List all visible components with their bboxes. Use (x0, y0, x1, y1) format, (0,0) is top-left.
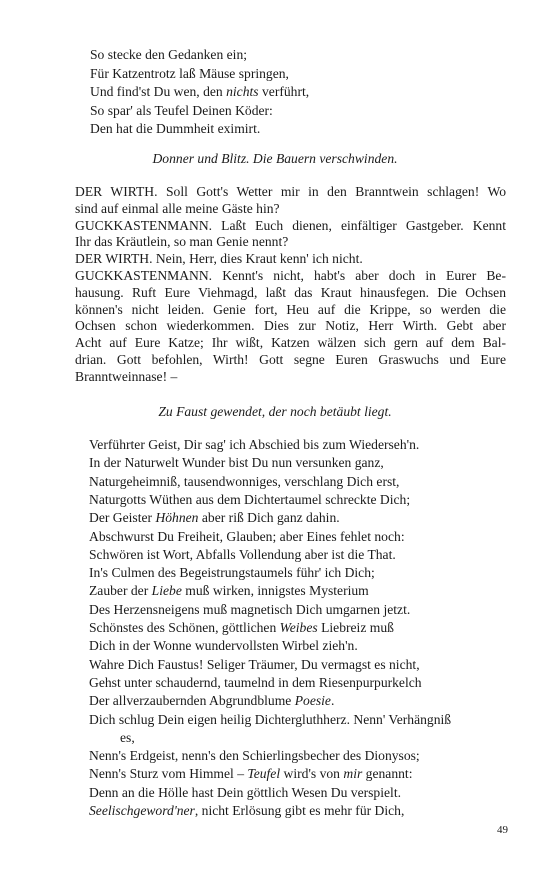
prose-line: Ochsen schon wiederkommen. Dies zur Notiz, Herr Wirth. Gebt aber (75, 318, 506, 334)
verse-line: In der Naturwelt Wunder bist Du nun versunken ganz, (89, 455, 384, 471)
prose-line: Acht auf Eure Katze; Ihr wißt, Katzen wälzen sich gern auf dem Bal- (75, 335, 506, 351)
emphasis: Höhnen (155, 510, 199, 526)
prose-line: hausung. Ruft Eure Viehmagd, laßt das Kraut hinausfegen. Die Ochsen (75, 284, 506, 300)
emphasis: Liebe (151, 583, 182, 599)
verse-line: Nenn's Sturz vom Himmel – Teufel wird's von mir genannt: (89, 766, 413, 782)
prose-line: drian. Gott befohlen, Wirth! Gott segne Euren Graswuchs und Eure (75, 352, 506, 367)
prose-line: DER WIRTH. Soll Gott's Wetter mir in den Branntwein schlagen! Wo (75, 184, 506, 199)
prose-line: GUCKKASTENMANN. Laßt Euch dienen, einfältiger Gastgeber. Kennt (75, 217, 506, 233)
prose-line: GUCKKASTENMANN. Kennt's nicht, habt's aber doch in Eurer Be- (75, 268, 506, 283)
page-number: 49 (497, 824, 508, 836)
emphasis: Poesie (294, 693, 331, 709)
prose-line: Branntweinnase! – (75, 368, 178, 384)
verse-line: Der allverzaubernden Abgrundblume Poesie. (89, 693, 335, 709)
verse-line: Der Geister Höhnen aber riß Dich ganz dahin. (89, 510, 340, 526)
prose-line: sind auf einmal alle meine Gäste hin? (75, 200, 280, 216)
verse-line: Dich in der Wonne wundervollsten Wirbel zieh'n. (89, 638, 358, 654)
prose-line: Ihr das Kräutlein, so man Genie nennt? (75, 234, 289, 250)
verse-line: Seelischgeword'ner, nicht Erlösung gibt es mehr für Dich, (89, 803, 405, 818)
emphasis: nichts (226, 84, 259, 99)
stage-direction-1: Donner und Blitz. Die Bauern verschwinden. (152, 151, 398, 166)
verse-line: Für Katzentrotz laß Mäuse springen, (90, 65, 289, 81)
prose-line: können's nicht leiden. Genie fort, Heu auf die Krippe, so werden die (75, 301, 506, 317)
verse-line: Schönstes des Schönen, göttlichen Weibes Liebreiz muß (89, 620, 394, 635)
verse-line: Wahre Dich Faustus! Seliger Träumer, Du vermagst es nicht, (89, 656, 420, 672)
verse-line: So stecke den Gedanken ein; (90, 47, 248, 62)
verse-line: Verführter Geist, Dir sag' ich Abschied bis zum Wiederseh'n. (89, 437, 420, 452)
verse-line: Denn an die Hölle hast Dein göttlich Wesen Du verspielt. (89, 784, 401, 800)
emphasis: mir (343, 766, 363, 782)
verse-line: Schwören ist Wort, Abfalls Vollendung aber ist die That. (89, 546, 396, 562)
verse-line: Dich schlug Dein eigen heilig Dichtergluthherz. Nenn' Verhängniß (89, 711, 452, 727)
emphasis: Seelischgeword'ner (89, 803, 195, 818)
verse-line: Den hat die Dummheit eximirt. (90, 121, 261, 136)
verse-line: Nenn's Erdgeist, nenn's den Schierlingsbecher des Dionysos; (89, 748, 420, 764)
verse-line: es, (120, 729, 135, 745)
verse-line: Naturgeheimniß, tausendwonniges, verschlang Dich erst, (89, 473, 400, 489)
verse-line: Abschwurst Du Freiheit, Glauben; aber Eines fehlet noch: (89, 528, 405, 544)
verse-line: Zauber der Liebe muß wirken, innigstes Mysterium (89, 583, 369, 599)
verse-line: Und find'st Du wen, den nichts verführt, (90, 84, 310, 99)
stage-direction-2: Zu Faust gewendet, der noch betäubt liegt. (158, 404, 392, 419)
verse-line: Gehst unter schaudernd, taumelnd in dem Riesenpurpurkelch (89, 674, 422, 690)
verse-line: Naturgotts Wüthen aus dem Dichtertaumel schreckte Dich; (89, 491, 411, 507)
prose-line: DER WIRTH. Nein, Herr, dies Kraut kenn' ich nicht. (75, 251, 363, 267)
emphasis: Teufel (247, 766, 281, 782)
verse-line: So spar' als Teufel Deinen Köder: (90, 102, 273, 118)
verse-line: In's Culmen des Begeistrungstaumels führ' ich Dich; (89, 565, 375, 581)
verse-line: Des Herzensneigens muß magnetisch Dich umgarnen jetzt. (89, 601, 411, 617)
emphasis: Weibes (279, 620, 318, 635)
